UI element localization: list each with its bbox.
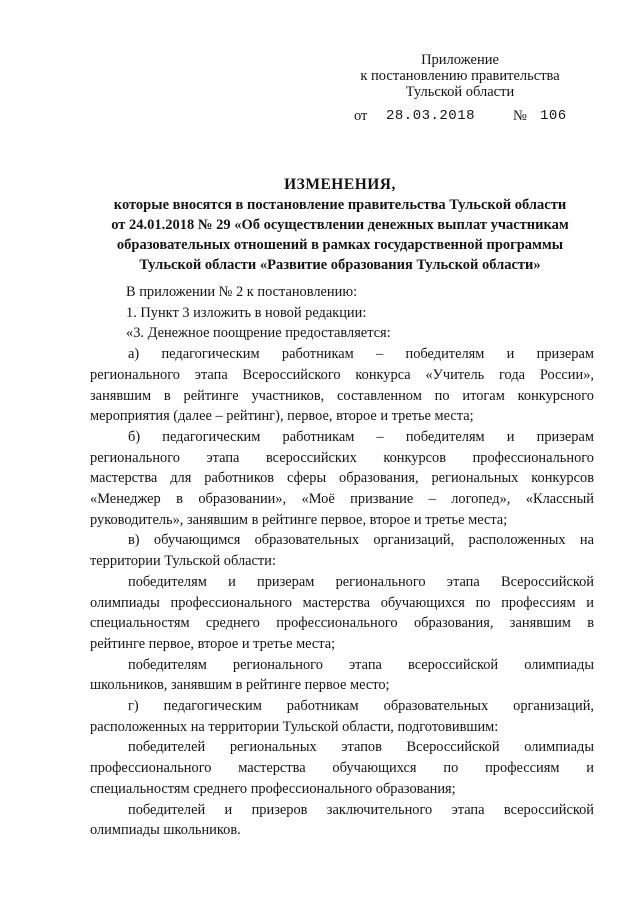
body-line: регионального этапа Всероссийского конкурса «Учитель года России», <box>90 366 594 383</box>
body-line: победителям регионального этапа всероссийской олимпиады <box>128 656 594 673</box>
body-line: регионального этапа всероссийских конкурсов профессионального <box>90 449 594 466</box>
body-line: олимпиады профессионального мастерства обучающихся по профессиям и <box>90 594 594 611</box>
body-line: мастерства для работников сферы образования, региональных конкурсов <box>90 470 594 487</box>
number-sign: № <box>513 108 527 124</box>
body-line: руководитель», занявшим в рейтинге первое, второе и третье места; <box>90 511 508 528</box>
title-line: которые вносятся в постановление правительства Тульской области <box>113 197 567 213</box>
body-line: б) педагогическим работникам – победителям и призерам <box>128 428 594 445</box>
document-title <box>80 175 600 275</box>
body-line: победителей региональных этапов Всероссийской олимпиады <box>128 739 594 756</box>
body-line: в) обучающимся образовательных организаций, расположенных на <box>128 532 594 549</box>
body-line: а) педагогическим работникам – победителям и призерам <box>128 346 594 363</box>
body-line: расположенных на территории Тульской области, подготовившим: <box>90 718 499 735</box>
document-number: 106 <box>540 108 567 124</box>
body-line: занявшим в рейтинге участников, составленном по итогам конкурсного <box>90 387 594 404</box>
title-line: Тульской области «Развитие образования Тульской области» <box>139 257 541 273</box>
appendix-subtitle: к постановлению правительства <box>360 68 560 84</box>
body-line: г) педагогическим работникам образовательных организаций, <box>128 698 594 715</box>
body-line: территории Тульской области: <box>90 553 276 570</box>
body-line: мероприятия (далее – рейтинг), первое, второе и третье места; <box>90 408 474 425</box>
body-line: победителям и призерам регионального этапа Всероссийской <box>128 573 594 590</box>
body-line: специальностям среднего профессионального образования, занявшим в <box>90 615 594 632</box>
body-line: «3. Денежное поощрение предоставляется: <box>126 325 391 342</box>
title-line: образовательных отношений в рамках государственной программы <box>116 237 564 253</box>
appendix-title: Приложение <box>421 52 499 68</box>
body-line: школьников, занявшим в рейтинге первое место; <box>90 677 390 694</box>
body-line: профессионального мастерства обучающихся по профессиям и <box>90 760 594 777</box>
document-date: 28.03.2018 <box>386 108 476 124</box>
body-line: В приложении № 2 к постановлению: <box>126 284 358 300</box>
body-line: специальностям среднего профессионального образования; <box>90 780 456 797</box>
from-label: от <box>354 108 368 124</box>
appendix-region: Тульской области <box>405 84 515 100</box>
body-line: 1. Пункт 3 изложить в новой редакции: <box>126 304 367 321</box>
document-body <box>90 282 594 841</box>
title-line: от 24.01.2018 № 29 «Об осуществлении денежных выплат участникам <box>111 217 569 233</box>
body-line: победителей и призеров заключительного этапа всероссийской <box>128 801 594 818</box>
body-line: олимпиады школьников. <box>90 822 241 839</box>
body-line: «Менеджер в образовании», «Моё призвание – логопед», «Классный <box>90 491 594 508</box>
body-line: рейтинге первое, второе и третье места; <box>90 635 336 652</box>
appendix-header <box>340 52 580 100</box>
title-heading: ИЗМЕНЕНИЯ, <box>284 176 396 193</box>
